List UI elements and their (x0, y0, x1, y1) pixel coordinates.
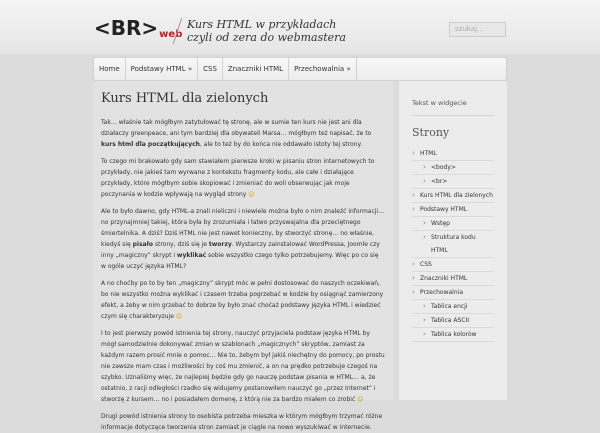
nav-item-podstawy-html[interactable]: Podstawy HTML » (126, 58, 198, 80)
text-widget: Tekst w widgecie (412, 99, 494, 116)
tagline-line-2: czyli od zera do webmastera (187, 31, 346, 44)
sidebar-item-podstawy-html[interactable]: › Podstawy HTML (412, 203, 494, 217)
nav-item-znaczniki-html[interactable]: Znaczniki HTML (223, 58, 289, 80)
logo-main: <BR> (94, 16, 159, 40)
paragraph-2: To czego mi brakowało gdy sam stawiałem pierwsze kroki w pisaniu stron internetowych to przykłady, nie jakieś tam wyrwane z kontekstu fragmenty kodu, ale całe i działające przykłady, które mógłbym sobie skopiować i zmieniać do woli obserwując jak moje poczynania w kodzie wpływają na wygląd strony ☺ (101, 158, 375, 198)
sidebar-item-br[interactable]: › <br> (412, 175, 494, 189)
sidebar-heading: Strony (412, 126, 450, 139)
search-input[interactable]: szukaj... (449, 22, 506, 37)
nav-item-css[interactable]: CSS (198, 58, 223, 80)
main-nav (93, 57, 507, 81)
sidebar-item-znaczniki[interactable]: › Znaczniki HTML (412, 272, 494, 286)
smiley-icon: ☺ (248, 191, 255, 198)
sidebar-item-body[interactable]: › <body> (412, 161, 494, 175)
tagline-line-1: Kurs HTML w przykładach (187, 18, 337, 31)
page-title: Kurs HTML dla zielonych (101, 91, 269, 106)
sidebar-item-przechowalnia[interactable]: › Przechowalnia (412, 286, 494, 300)
sidebar-item-wstep[interactable]: › Wstęp (412, 217, 494, 231)
sidebar (399, 81, 507, 400)
nav-item-home[interactable]: Home (94, 58, 126, 80)
sidebar-item-tablica-kolorow[interactable]: › Tablica kolorów (412, 328, 494, 342)
paragraph-3: Ale to było dawno, gdy HTML-a znali nieliczni i niewiele można było o nim znaleźć informacji… no przynajmniej takiej, która była by zrozumiała i łatwo przyswajalna dla przeciętnego śmiertelnika. A dziś? Dziś HTML nie jest nawet konieczny, by stworzyć stronę… no właśnie, kiedyś się pisało strony, dziś się je tworzy. Wystarczy zainstalować WordPressa, Joomle czy inny „magiczny” skrypt i wyklikać sobie wszystko czego tylko potrzebujemy. Więc po co się w ogóle uczyć języka HTML? (101, 208, 385, 270)
sidebar-item-struktura[interactable]: › Struktura kodu HTML (412, 231, 494, 258)
logo-sub: web (159, 29, 183, 40)
paragraph-4: A no choćby po to by ten „magiczny” skrypt móc w pełni dostosować do naszych oczekiwań, bo nie wszystko można wyklikać i czasem trzeba pogrzebać w kodzie by osiągnąć zamierzony efekt, a żeby w nim grzebać to dobrze by było znać choćaż podstawy języka HTML i wiedzieć czym się charakteryzuje ☺ (101, 280, 384, 320)
site-header (0, 0, 600, 54)
nav-item-przechowalnia[interactable]: Przechowalnia » (289, 58, 357, 80)
main-content (93, 81, 393, 431)
sidebar-item-tablica-ascii[interactable]: › Tablica ASCII (412, 314, 494, 328)
site-tagline (187, 18, 346, 44)
paragraph-6: Drugi powód istnienia strony to osobista potrzeba mieszka w którym mógłbym trzymać różne informacje dotyczące tworzenia stron zamiast je ciągle na nowo wyszukiwać w internecie. (101, 413, 383, 431)
site-logo[interactable] (94, 16, 182, 40)
paragraph-1: Tak… właśnie tak mógłbym zatytułować tę stronę, ale w sumie ten kurs nie jest ani dla działaczy greenpeace, ani tym bardziej dla obywateli Marsa… mógłbym też napisać, że to kurs html dla początkujących, ale to też by do końca nie oddawało istoty tej strony. (101, 119, 372, 148)
smiley-icon: ☺ (357, 396, 364, 403)
sidebar-item-kurs-html[interactable]: › Kurs HTML dla zielonych (412, 189, 494, 203)
sidebar-item-css[interactable]: › CSS (412, 258, 494, 272)
paragraph-5: I to jest pierwszy powód istnienia tej strony, nauczyć przyjaciela podstaw języka HTML by mógł samodzielnie dokonywać zmian w szablonach „magicznych” skryptów, zamiast za każdym razem prosić mnie o pomoc… Nie to, żebym był jakiś niechętny do pomocy, po prostu nie zawsze mam czas i możliwości by coś mu zmienić, a on na prędko potrzebuje czegoś na szybko. Uznaliśmy więc, że najlepiej będzie gdy go nauczę podstaw pisania w HTML… a, że ostatnio, z racji odległości rzadko się widujemy postanowiłem nauczyć go „przez Internet” i stworzę z kursem… no i posiadałem domenę, z którą nie za bardzo miałem co zrobić ☺ (101, 330, 385, 403)
sidebar-item-tablica-encji[interactable]: › Tablica encji (412, 300, 494, 314)
smiley-icon: ☺ (175, 313, 183, 320)
sidebar-item-html[interactable]: › HTML (412, 147, 494, 161)
